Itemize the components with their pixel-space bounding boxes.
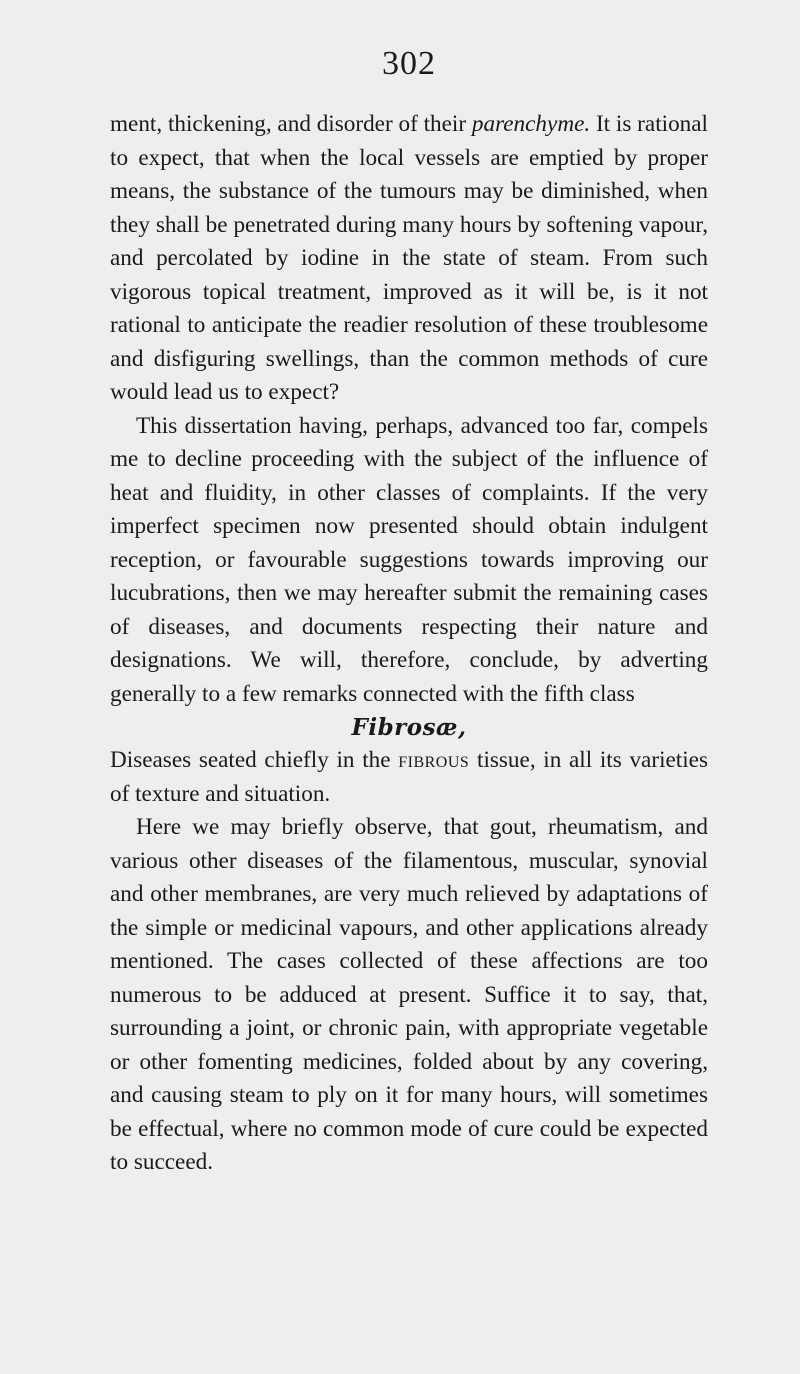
paragraph-3-rest: tissue, in all its varieties of texture and situation. (110, 747, 709, 807)
page-number: 302 (382, 45, 436, 82)
class-heading: Fibrosæ, (351, 714, 467, 741)
paragraph-3-lead: Diseases seated chiefly in the (110, 747, 399, 773)
paragraph-1 (110, 108, 708, 410)
paragraph-1-rest: It is rational to expect, that when the local vessels are emptied by proper means, the substance of the tumours may be diminished, when they shall be penetrated during many hours by softening vapour, and percolated by iodine in the state of steam. From such vigorous topical treatment, improved as it will be, is it not rational to anticipate the readier resolution of these troublesome and disfiguring swellings, than the common methods of cure would lead us to expect? (110, 111, 709, 405)
paragraph-3 (110, 744, 708, 811)
paragraph-4: Here we may briefly observe, that gout, rheumatism, and various other diseases of the filamentous, muscular, synovial and other membranes, are very much relieved by adaptations of the simple or medicinal vapours, and other applications already mentioned. The cases collected of these affections are too numerous to be adduced at present. Suffice it to say, that, surrounding a joint, or chronic pain, with appropriate vegetable or other fomenting medicines, folded about by any covering, and causing steam to ply on it for many hours, will sometimes be effectual, where no common mode of cure could be expected to succeed. (110, 814, 708, 1175)
paragraph-1-lead: ment, thickening, and disorder of their (110, 111, 472, 137)
paragraph-2: This dissertation having, perhaps, advanced too far, compels me to decline proceeding with the subject of the influence of heat and fluidity, in other classes of complaints. If the very imperfect specimen now presented should obtain indulgent reception, or favourable suggestions towards improving our lucubrations, then we may hereafter submit the remaining cases of diseases, and documents respecting their nature and designations. We will, therefore, conclude, by adverting generally to a few remarks connected with the fifth class (110, 412, 708, 707)
paragraph-1-emphasis: parenchyme. (471, 111, 591, 137)
paragraph-3-smallcaps: fibrous (398, 747, 470, 773)
